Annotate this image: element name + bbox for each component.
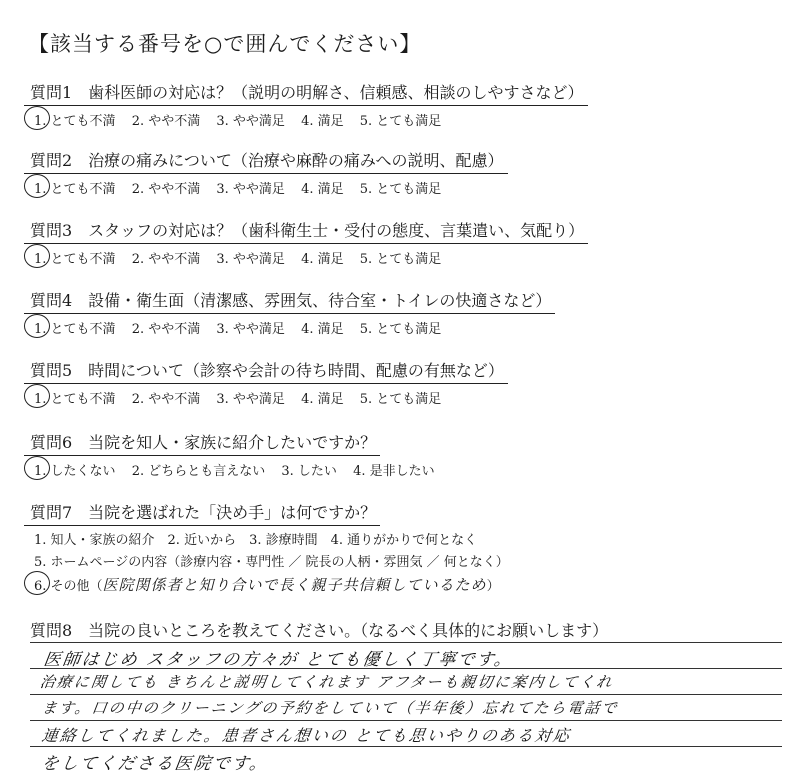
ruled-line [30, 694, 782, 695]
question-3 [24, 218, 784, 267]
answer-circle[interactable] [24, 456, 50, 480]
question-label: 質問3 スタッフの対応は？（歯科衛生士・受付の態度、言葉遣い、気配り） [24, 218, 588, 244]
answer-circle[interactable] [24, 384, 50, 408]
options-row [24, 318, 784, 337]
question-8 [24, 618, 784, 643]
answer-circle[interactable] [24, 314, 50, 338]
question-label: 質問1 歯科医師の対応は？（説明の明解さ、信頼感、相談のしやすさなど） [24, 80, 588, 106]
option-1[interactable]: 1. とても不満 [34, 252, 116, 267]
option-5[interactable]: 5. とても満足 [359, 182, 442, 197]
option-3[interactable]: 3. やや満足 [216, 392, 285, 407]
page-title: 【該当する番号を○で囲んでください】 [28, 32, 422, 56]
option-4[interactable]: 4. 是非したい [353, 464, 435, 479]
other-handwritten-answer[interactable]: 医院関係者と知り合いで長く親子共信頼しているため [102, 576, 487, 594]
option-2[interactable]: 2. やや不満 [131, 392, 201, 407]
option-3[interactable]: 3. やや満足 [216, 322, 285, 337]
option-5[interactable]: 5. とても満足 [359, 322, 442, 337]
options-line-1[interactable]: 1. 知人・家族の紹介 2. 近いから 3. 診療時間 4. 通りがかりで何となく [34, 533, 478, 548]
option-3[interactable]: 3. やや満足 [216, 114, 285, 129]
option-2[interactable]: 2. やや不満 [131, 322, 201, 337]
question-1 [24, 80, 784, 129]
answer-circle[interactable] [24, 244, 50, 268]
answer-line-5[interactable]: をしてくださる医院です。 [40, 754, 270, 774]
option-2[interactable]: 2. やや不満 [131, 182, 201, 197]
ruled-line [30, 642, 782, 643]
option-2[interactable]: 2. どちらとも言えない [131, 464, 266, 479]
answer-line-2[interactable]: 治療に関しても きちんと説明してくれます アフターも親切に案内してくれ [38, 673, 615, 691]
option-4[interactable]: 4. 満足 [301, 322, 344, 337]
option-3[interactable]: 3. やや満足 [216, 182, 285, 197]
other-label: 6. その他（ [34, 579, 103, 594]
option-3[interactable]: 3. したい [281, 464, 337, 479]
ruled-line [30, 720, 782, 721]
option-2[interactable]: 2. やや不満 [131, 252, 201, 267]
options-row [24, 388, 784, 407]
question-6 [24, 430, 784, 479]
other-close: ） [486, 579, 500, 594]
option-1[interactable]: 1. とても不満 [34, 114, 116, 129]
option-4[interactable]: 4. 満足 [301, 114, 344, 129]
option-5[interactable]: 5. とても満足 [359, 114, 442, 129]
question-5 [24, 358, 784, 407]
question-4 [24, 288, 784, 337]
option-1[interactable]: 1. とても不満 [34, 182, 116, 197]
question-label: 質問6 当院を知人・家族に紹介したいですか？ [24, 430, 380, 456]
option-4[interactable]: 4. 満足 [301, 182, 344, 197]
answer-line-4[interactable]: 連絡してくれました。患者さん想いの とても思いやりのある対応 [40, 726, 573, 745]
option-1[interactable]: 1. とても不満 [34, 392, 116, 407]
answer-line-1[interactable]: 医師はじめ スタッフの方々が とても優しく丁寧です。 [42, 650, 515, 670]
question-7 [24, 500, 784, 595]
option-4[interactable]: 4. 満足 [301, 392, 344, 407]
question-label: 質問8 当院の良いところを教えてください。（なるべく具体的にお願いします） [30, 621, 609, 640]
option-2[interactable]: 2. やや不満 [131, 114, 201, 129]
question-label: 質問2 治療の痛みについて（治療や麻酔の痛みへの説明、配慮） [24, 148, 508, 174]
answer-circle[interactable] [24, 174, 50, 198]
options-row [24, 460, 784, 479]
options-row [24, 178, 784, 197]
option-1[interactable]: 1. とても不満 [34, 322, 116, 337]
question-label: 質問7 当院を選ばれた「決め手」は何ですか？ [24, 500, 380, 526]
question-label: 質問4 設備・衛生面（清潔感、雰囲気、待合室・トイレの快適さなど） [24, 288, 555, 314]
option-5[interactable]: 5. とても満足 [359, 392, 442, 407]
option-3[interactable]: 3. やや満足 [216, 252, 285, 267]
answer-circle [24, 571, 50, 595]
options-line-2[interactable]: 5. ホームページの内容（診療内容・専門性 ／ 院長の人柄・雰囲気 ／ 何となく） [34, 555, 509, 570]
options-row [24, 110, 784, 129]
ruled-line [30, 746, 782, 747]
question-2 [24, 148, 784, 197]
option-4[interactable]: 4. 満足 [301, 252, 344, 267]
answer-line-3[interactable]: ます。口の中のクリーニングの予約をしていて（半年後）忘れてたら電話で [40, 699, 620, 717]
question-label: 質問5 時間について（診察や会計の待ち時間、配慮の有無など） [24, 358, 508, 384]
other-option[interactable] [24, 574, 784, 595]
option-1[interactable]: 1. したくない [34, 464, 116, 479]
options-row [24, 248, 784, 267]
option-5[interactable]: 5. とても満足 [359, 252, 442, 267]
answer-circle[interactable] [24, 106, 50, 130]
